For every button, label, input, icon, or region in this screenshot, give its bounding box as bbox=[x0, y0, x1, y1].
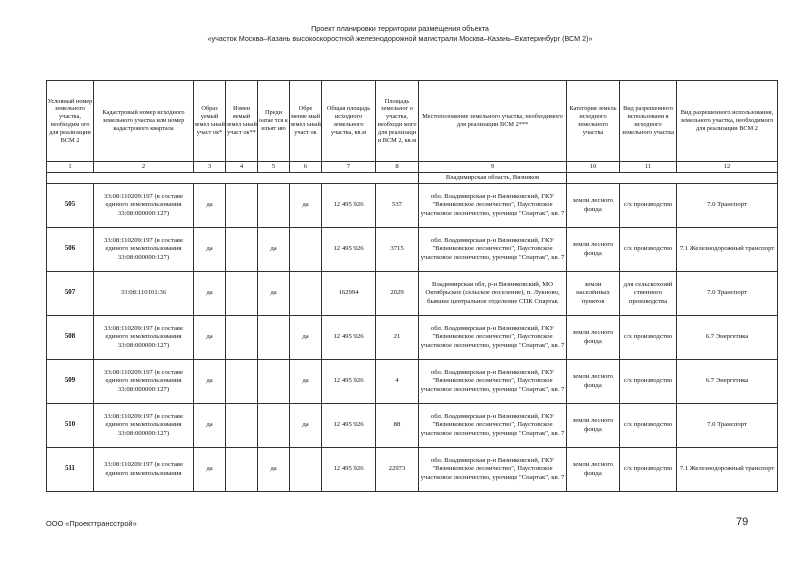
plot-number: 510 bbox=[47, 404, 94, 448]
region-label: Владимирская область, Вязников bbox=[419, 173, 567, 184]
land-category: земли лесного фонда bbox=[567, 360, 620, 404]
changed-flag bbox=[226, 272, 258, 316]
encumbered-flag bbox=[290, 448, 322, 492]
cadastral-number: 33:08:110209:197 (в составе единого землепользования 33:08:000000:127) bbox=[94, 228, 194, 272]
col-header: Общая площадь исходного земельного участка, кв.м bbox=[322, 81, 376, 162]
new-permitted-use: 7.1 Железнодорожный транспорт bbox=[677, 228, 778, 272]
land-category: земли лесного фонда bbox=[567, 448, 620, 492]
changed-flag bbox=[226, 448, 258, 492]
needed-area: 3715 bbox=[376, 228, 419, 272]
cadastral-number: 33:08:110209:197 (в составе единого землепользования 33:08:000000:127) bbox=[94, 404, 194, 448]
land-category: земли лесного фонда bbox=[567, 316, 620, 360]
changed-flag bbox=[226, 228, 258, 272]
changed-flag bbox=[226, 184, 258, 228]
table-header-row bbox=[47, 81, 778, 162]
seized-flag: да bbox=[258, 228, 290, 272]
col-header: Площадь земельног о участка, необходи мого для реализаци и ВСМ 2, кв.м bbox=[376, 81, 419, 162]
document-header bbox=[0, 24, 800, 44]
land-plots-table bbox=[46, 80, 778, 492]
needed-area: 22973 bbox=[376, 448, 419, 492]
plot-number: 509 bbox=[47, 360, 94, 404]
encumbered-flag: да bbox=[290, 360, 322, 404]
table-row bbox=[47, 448, 778, 492]
needed-area: 537 bbox=[376, 184, 419, 228]
formed-flag: да bbox=[194, 448, 226, 492]
formed-flag: да bbox=[194, 316, 226, 360]
column-number: 12 bbox=[677, 162, 778, 173]
permitted-use: с/х производство bbox=[620, 184, 677, 228]
location: обл. Владимирская р-н Вязниковский, ГКУ "Вязниковское лесничество", Паустовское участковое лесничество, урочище "Спартак", кв. 7 bbox=[419, 448, 567, 492]
location: обл. Владимирская р-н Вязниковский, ГКУ "Вязниковское лесничество", Паустовское участковое лесничество, урочище "Спартак", кв. 7 bbox=[419, 360, 567, 404]
col-header: Условный номер земельного участка, необходим ого для реализации ВСМ 2 bbox=[47, 81, 94, 162]
formed-flag: да bbox=[194, 404, 226, 448]
cadastral-number: 33:08:110209:197 (в составе единого землепользования bbox=[94, 448, 194, 492]
seized-flag bbox=[258, 316, 290, 360]
table-row bbox=[47, 272, 778, 316]
column-number: 7 bbox=[322, 162, 376, 173]
plot-number: 507 bbox=[47, 272, 94, 316]
encumbered-flag: да bbox=[290, 184, 322, 228]
page-number: 79 bbox=[736, 516, 749, 528]
cadastral-number: 33:08:110209:197 (в составе единого землепользования 33:08:000000:127) bbox=[94, 316, 194, 360]
total-area: 12 495 926 bbox=[322, 316, 376, 360]
col-header: Преди оатае тся к изъят ию bbox=[258, 81, 290, 162]
cadastral-number: 33:08:110209:197 (в составе единого землепользования 33:08:000000:127) bbox=[94, 184, 194, 228]
total-area: 12 495 926 bbox=[322, 184, 376, 228]
land-category: земли лесного фонда bbox=[567, 228, 620, 272]
col-header: Образ уемый земел ьный участ ок* bbox=[194, 81, 226, 162]
plot-number: 505 bbox=[47, 184, 94, 228]
needed-area: 21 bbox=[376, 316, 419, 360]
seized-flag: да bbox=[258, 448, 290, 492]
cadastral-number: 33:08:110209:197 (в составе единого землепользования 33:08:000000:127) bbox=[94, 360, 194, 404]
formed-flag: да bbox=[194, 184, 226, 228]
seized-flag bbox=[258, 360, 290, 404]
formed-flag: да bbox=[194, 228, 226, 272]
column-number: 3 bbox=[194, 162, 226, 173]
col-header: Категория земель исходного земельного участка bbox=[567, 81, 620, 162]
changed-flag bbox=[226, 404, 258, 448]
changed-flag bbox=[226, 360, 258, 404]
permitted-use: с/х производство bbox=[620, 448, 677, 492]
column-number: 5 bbox=[258, 162, 290, 173]
column-number: 9 bbox=[419, 162, 567, 173]
column-number: 1 bbox=[47, 162, 94, 173]
total-area: 12 495 926 bbox=[322, 360, 376, 404]
cadastral-number: 33:08:110101:36 bbox=[94, 272, 194, 316]
total-area: 12 495 926 bbox=[322, 404, 376, 448]
column-number: 11 bbox=[620, 162, 677, 173]
location: обл. Владимирская р-н Вязниковский, ГКУ "Вязниковское лесничество", Паустовское участковое лесничество, урочище "Спартак", кв. 7 bbox=[419, 184, 567, 228]
table-row bbox=[47, 316, 778, 360]
formed-flag: да bbox=[194, 360, 226, 404]
column-number: 2 bbox=[94, 162, 194, 173]
formed-flag: да bbox=[194, 272, 226, 316]
needed-area: 4 bbox=[376, 360, 419, 404]
location: обл. Владимирская р-н Вязниковский, ГКУ "Вязниковское лесничество", Паустовское участковое лесничество, урочище "Спартак", кв. 7 bbox=[419, 404, 567, 448]
new-permitted-use: 6.7 Энергетика bbox=[677, 316, 778, 360]
permitted-use: с/х производство bbox=[620, 360, 677, 404]
col-header: Кадастровый номер исходного земельного участка или номер кадастрового квартала bbox=[94, 81, 194, 162]
encumbered-flag: да bbox=[290, 404, 322, 448]
column-number: 4 bbox=[226, 162, 258, 173]
total-area: 12 495 926 bbox=[322, 448, 376, 492]
permitted-use: с/х производство bbox=[620, 228, 677, 272]
column-number: 8 bbox=[376, 162, 419, 173]
new-permitted-use: 7.0 Транспорт bbox=[677, 184, 778, 228]
col-header: Вид разрешенного использовани я исходного земельного участка bbox=[620, 81, 677, 162]
new-permitted-use: 6.7 Энергетика bbox=[677, 360, 778, 404]
header-line-1: Проект планировки территории размещения объекта bbox=[311, 24, 489, 33]
total-area: 162994 bbox=[322, 272, 376, 316]
table-row bbox=[47, 228, 778, 272]
column-number: 10 bbox=[567, 162, 620, 173]
changed-flag bbox=[226, 316, 258, 360]
location: Владимирская обл, р-н Вязниковский, МО Октябрьское (сельское поселение), п. Лукново, бывшее центральное отделение СПК Спартак bbox=[419, 272, 567, 316]
location: обл. Владимирская р-н Вязниковский, ГКУ "Вязниковское лесничество", Паустовское участковое лесничество, урочище "Спартак", кв. 7 bbox=[419, 316, 567, 360]
seized-flag: да bbox=[258, 272, 290, 316]
plot-number: 506 bbox=[47, 228, 94, 272]
table-row bbox=[47, 184, 778, 228]
needed-area: 88 bbox=[376, 404, 419, 448]
col-header: Вид разрешенного использования, земельного участка, необходимого для реализации ВСМ 2 bbox=[677, 81, 778, 162]
plot-number: 508 bbox=[47, 316, 94, 360]
column-number-row bbox=[47, 162, 778, 173]
seized-flag bbox=[258, 184, 290, 228]
new-permitted-use: 7.0 Транспорт bbox=[677, 272, 778, 316]
encumbered-flag bbox=[290, 228, 322, 272]
col-header: Обре меняе мый земел ьный участ ок bbox=[290, 81, 322, 162]
plot-number: 511 bbox=[47, 448, 94, 492]
region-row bbox=[47, 173, 778, 184]
footer-company: ООО «Проекттрансстрой» bbox=[46, 519, 137, 528]
new-permitted-use: 7.1 Железнодорожный транспорт bbox=[677, 448, 778, 492]
needed-area: 2029 bbox=[376, 272, 419, 316]
total-area: 12 495 926 bbox=[322, 228, 376, 272]
table-row bbox=[47, 404, 778, 448]
new-permitted-use: 7.0 Транспорт bbox=[677, 404, 778, 448]
table-row bbox=[47, 360, 778, 404]
permitted-use: с/х производство bbox=[620, 316, 677, 360]
header-line-2: «участок Москва–Казань высокоскоростной железнодорожной магистрали Москва–Казань–Екатеринбург (ВСМ 2)» bbox=[207, 34, 593, 43]
column-number: 6 bbox=[290, 162, 322, 173]
col-header: Местоположение земельного участка, необходимого для реализации ВСМ 2*** bbox=[419, 81, 567, 162]
permitted-use: для сельскохозяй ственного производства bbox=[620, 272, 677, 316]
col-header: Измен яемый земел ьный участ ок** bbox=[226, 81, 258, 162]
seized-flag bbox=[258, 404, 290, 448]
location: обл. Владимирская р-н Вязниковский, ГКУ "Вязниковское лесничество", Паустовское участковое лесничество, урочище "Спартак", кв. 7 bbox=[419, 228, 567, 272]
encumbered-flag bbox=[290, 272, 322, 316]
land-category: земли лесного фонда bbox=[567, 184, 620, 228]
permitted-use: с/х производство bbox=[620, 404, 677, 448]
land-category: земли населённых пунктов bbox=[567, 272, 620, 316]
land-category: земли лесного фонда bbox=[567, 404, 620, 448]
encumbered-flag: да bbox=[290, 316, 322, 360]
